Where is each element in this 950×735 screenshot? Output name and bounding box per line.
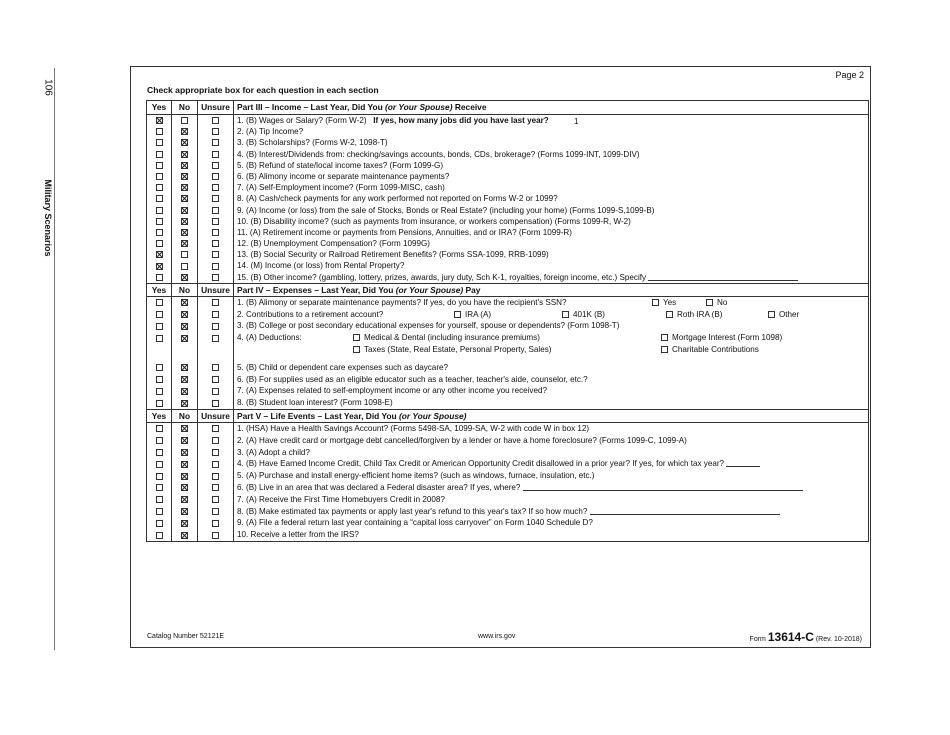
no-checkbox[interactable] bbox=[181, 335, 188, 342]
disaster-area-field[interactable] bbox=[523, 490, 803, 491]
yes-checkbox[interactable] bbox=[156, 400, 163, 407]
no-checkbox[interactable] bbox=[181, 240, 188, 247]
no-checkbox[interactable] bbox=[181, 184, 188, 191]
question-text: 7. (A) Receive the First Time Homebuyers Credit in 2008? bbox=[237, 494, 445, 504]
yes-checkbox[interactable] bbox=[156, 128, 163, 135]
col-no-header: No bbox=[172, 101, 198, 114]
part3-title: Part III – Income – Last Year, Did You (or Your Spouse) Receive bbox=[237, 102, 487, 112]
part5-row-10 bbox=[147, 529, 868, 541]
ssn-yes-label: Yes bbox=[663, 297, 677, 307]
no-checkbox[interactable] bbox=[181, 173, 188, 180]
yes-checkbox[interactable] bbox=[156, 117, 163, 124]
no-checkbox[interactable] bbox=[181, 484, 188, 491]
table-bottom-rule bbox=[147, 541, 868, 542]
question-text: 13. (B) Social Security or Railroad Retirement Benefits? (Forms SSA-1099, RRB-1099) bbox=[237, 250, 549, 260]
yes-checkbox[interactable] bbox=[156, 484, 163, 491]
mortgage-interest-checkbox[interactable] bbox=[661, 334, 668, 341]
no-checkbox[interactable] bbox=[181, 251, 188, 258]
no-checkbox[interactable] bbox=[181, 437, 188, 444]
part3-row-5 bbox=[147, 160, 868, 171]
part4-row-8 bbox=[147, 397, 868, 409]
unsure-checkbox[interactable] bbox=[212, 311, 219, 318]
question-text: 11. (A) Retirement income or payments from Pensions, Annuities, and or IRA? (Form 1099-R) bbox=[237, 227, 572, 237]
other-retirement-checkbox[interactable] bbox=[768, 311, 775, 318]
part5-row-5 bbox=[147, 470, 868, 482]
yes-checkbox[interactable] bbox=[156, 240, 163, 247]
yes-checkbox[interactable] bbox=[156, 173, 163, 180]
unsure-checkbox[interactable] bbox=[212, 151, 219, 158]
no-checkbox[interactable] bbox=[181, 508, 188, 515]
ira-checkbox[interactable] bbox=[454, 311, 461, 318]
question-text: 2. Contributions to a retirement account? bbox=[237, 309, 384, 319]
charitable-label: Charitable Contributions bbox=[672, 345, 759, 354]
no-checkbox[interactable] bbox=[181, 274, 188, 281]
question-text: 5. (B) Refund of state/local income taxes? (Form 1099-G) bbox=[237, 160, 444, 170]
roth-ira-checkbox[interactable] bbox=[666, 311, 673, 318]
question-text: 10. Receive a letter from the IRS? bbox=[237, 530, 359, 540]
unsure-checkbox[interactable] bbox=[212, 128, 219, 135]
taxes-label: Taxes (State, Real Estate, Personal Property, Sales) bbox=[364, 345, 552, 354]
yes-checkbox[interactable] bbox=[156, 263, 163, 270]
roth-ira-label: Roth IRA (B) bbox=[677, 309, 723, 319]
no-checkbox[interactable] bbox=[181, 323, 188, 330]
col-unsure-header: Unsure bbox=[198, 410, 234, 422]
jobs-question: If yes, how many jobs did you have last year? bbox=[373, 116, 549, 125]
part3-row-13 bbox=[147, 249, 868, 260]
part5-row-6 bbox=[147, 482, 868, 494]
part4-row-6 bbox=[147, 374, 868, 386]
question-text: 4. (B) Interest/Dividends from: checking/savings accounts, bonds, CDs, brokerage? (Forms 1099-INT, 1099-DIV) bbox=[237, 149, 640, 159]
yes-checkbox[interactable] bbox=[156, 139, 163, 146]
question-text: 7. (A) Self-Employment income? (Form 1099-MISC, cash) bbox=[237, 183, 445, 193]
unsure-checkbox[interactable] bbox=[212, 323, 219, 330]
no-checkbox[interactable] bbox=[181, 139, 188, 146]
part3-header bbox=[147, 101, 868, 115]
unsure-checkbox[interactable] bbox=[212, 184, 219, 191]
question-text: 6. (B) Live in an area that was declared a Federal disaster area? If yes, where? bbox=[237, 482, 521, 492]
yes-checkbox[interactable] bbox=[156, 520, 163, 527]
yes-checkbox[interactable] bbox=[156, 218, 163, 225]
unsure-checkbox[interactable] bbox=[212, 195, 219, 202]
unsure-checkbox[interactable] bbox=[212, 207, 219, 214]
part5-row-3 bbox=[147, 447, 868, 459]
yes-checkbox[interactable] bbox=[156, 425, 163, 432]
question-text: 4. (B) Have Earned Income Credit, Child Tax Credit or American Opportunity Credit disallowed in a prior year? If yes, for which tax year? bbox=[237, 459, 725, 469]
yes-checkbox[interactable] bbox=[156, 274, 163, 281]
unsure-checkbox[interactable] bbox=[212, 461, 219, 468]
question-text: 6. (B) Alimony income or separate maintenance payments? bbox=[237, 171, 450, 181]
no-checkbox[interactable] bbox=[181, 151, 188, 158]
part3-row-4 bbox=[147, 149, 868, 160]
part5-row-4 bbox=[147, 458, 868, 470]
yes-checkbox[interactable] bbox=[156, 473, 163, 480]
instruction-text: Check appropriate box for each question in each section bbox=[147, 85, 379, 95]
part3-row-10 bbox=[147, 216, 868, 227]
yes-checkbox[interactable] bbox=[156, 323, 163, 330]
no-checkbox[interactable] bbox=[181, 117, 188, 124]
catalog-number: Catalog Number 52121E bbox=[147, 633, 225, 640]
no-checkbox[interactable] bbox=[181, 311, 188, 318]
part4-title: Part IV – Expenses – Last Year, Did You (or Your Spouse) Pay bbox=[237, 284, 481, 295]
unsure-checkbox[interactable] bbox=[212, 449, 219, 456]
part3-row-8 bbox=[147, 193, 868, 204]
website-link[interactable]: www.irs.gov bbox=[478, 633, 516, 640]
yes-checkbox[interactable] bbox=[156, 207, 163, 214]
col-unsure-header: Unsure bbox=[198, 101, 234, 114]
question-text: 4. (A) Deductions: bbox=[237, 333, 302, 343]
sidebar-strip bbox=[34, 68, 55, 650]
401k-checkbox[interactable] bbox=[562, 311, 569, 318]
unsure-checkbox[interactable] bbox=[212, 496, 219, 503]
question-text: 3. (B) Scholarships? (Forms W-2, 1098-T) bbox=[237, 138, 388, 148]
unsure-checkbox[interactable] bbox=[212, 263, 219, 270]
no-checkbox[interactable] bbox=[181, 229, 188, 236]
no-checkbox[interactable] bbox=[181, 532, 188, 539]
ssn-yes-checkbox[interactable] bbox=[652, 299, 659, 306]
no-checkbox[interactable] bbox=[181, 299, 188, 306]
part3-row-6 bbox=[147, 171, 868, 182]
yes-checkbox[interactable] bbox=[156, 311, 163, 318]
no-checkbox[interactable] bbox=[181, 461, 188, 468]
part3-row-12 bbox=[147, 238, 868, 249]
unsure-checkbox[interactable] bbox=[212, 251, 219, 258]
unsure-checkbox[interactable] bbox=[212, 299, 219, 306]
yes-checkbox[interactable] bbox=[156, 376, 163, 383]
unsure-checkbox[interactable] bbox=[212, 162, 219, 169]
question-text: 10. (B) Disability income? (such as payments from insurance, or workers compensation) (Forms 1099-R, W-2) bbox=[237, 216, 631, 226]
yes-checkbox[interactable] bbox=[156, 532, 163, 539]
part4-header bbox=[147, 283, 868, 297]
no-checkbox[interactable] bbox=[181, 425, 188, 432]
unsure-checkbox[interactable] bbox=[212, 532, 219, 539]
no-checkbox[interactable] bbox=[181, 195, 188, 202]
part5-title: Part V – Life Events – Last Year, Did You (or Your Spouse) bbox=[237, 410, 467, 421]
question-text: 12. (B) Unemployment Compensation? (Form 1099G) bbox=[237, 239, 430, 249]
question-text: 1. (HSA) Have a Health Savings Account? (Forms 5498-SA, 1099-SA, W-2 with code W in box 12) bbox=[237, 423, 590, 433]
part5-row-7 bbox=[147, 494, 868, 506]
unsure-checkbox[interactable] bbox=[212, 437, 219, 444]
no-checkbox[interactable] bbox=[181, 128, 188, 135]
question-text: 3. (A) Adopt a child? bbox=[237, 447, 310, 457]
question-text: 1. (B) Alimony or separate maintenance payments? If yes, do you have the recipient's SSN? bbox=[237, 297, 567, 307]
part4-row-2 bbox=[147, 309, 868, 321]
no-checkbox[interactable] bbox=[181, 376, 188, 383]
part4-row-4b bbox=[147, 344, 868, 356]
yes-checkbox[interactable] bbox=[156, 437, 163, 444]
unsure-checkbox[interactable] bbox=[212, 335, 219, 342]
other-income-field[interactable] bbox=[648, 280, 798, 281]
unsure-checkbox[interactable] bbox=[212, 400, 219, 407]
part4-row-5 bbox=[147, 362, 868, 374]
unsure-checkbox[interactable] bbox=[212, 229, 219, 236]
unsure-checkbox[interactable] bbox=[212, 473, 219, 480]
part3-row-2 bbox=[147, 126, 868, 137]
question-text: 5. (A) Purchase and install energy-efficient home items? (such as windows, furnace, insulation, etc.) bbox=[237, 471, 595, 481]
ira-label: IRA (A) bbox=[465, 309, 492, 319]
col-yes-header: Yes bbox=[147, 410, 172, 422]
question-text: 8. (A) Cash/check payments for any work performed not reported on Forms W-2 or 1099? bbox=[237, 194, 558, 204]
question-text: 2. (A) Tip Income? bbox=[237, 127, 304, 137]
part5-header bbox=[147, 409, 868, 423]
part4-row-1 bbox=[147, 297, 868, 309]
yes-checkbox[interactable] bbox=[156, 151, 163, 158]
yes-checkbox[interactable] bbox=[156, 496, 163, 503]
unsure-checkbox[interactable] bbox=[212, 139, 219, 146]
unsure-checkbox[interactable] bbox=[212, 425, 219, 432]
part5-row-9 bbox=[147, 517, 868, 529]
no-checkbox[interactable] bbox=[181, 263, 188, 270]
other-retirement-label: Other bbox=[779, 309, 800, 319]
part4-row-7 bbox=[147, 385, 868, 397]
part3-row-7 bbox=[147, 182, 868, 193]
yes-checkbox[interactable] bbox=[156, 184, 163, 191]
unsure-checkbox[interactable] bbox=[212, 218, 219, 225]
mortgage-interest-label: Mortgage Interest (Form 1098) bbox=[672, 333, 783, 343]
yes-checkbox[interactable] bbox=[156, 229, 163, 236]
no-checkbox[interactable] bbox=[181, 364, 188, 371]
no-checkbox[interactable] bbox=[181, 218, 188, 225]
no-checkbox[interactable] bbox=[181, 520, 188, 527]
yes-checkbox[interactable] bbox=[156, 195, 163, 202]
part4-row-4 bbox=[147, 332, 868, 344]
unsure-checkbox[interactable] bbox=[212, 364, 219, 371]
no-checkbox[interactable] bbox=[181, 473, 188, 480]
col-no-header: No bbox=[172, 284, 198, 296]
no-checkbox[interactable] bbox=[181, 162, 188, 169]
unsure-checkbox[interactable] bbox=[212, 484, 219, 491]
estimated-payment-field[interactable] bbox=[590, 514, 780, 515]
part3-row-3 bbox=[147, 137, 868, 148]
part4-row-3 bbox=[147, 320, 868, 332]
questions-table bbox=[146, 100, 869, 542]
no-checkbox[interactable] bbox=[181, 207, 188, 214]
question-text: 9. (A) Income (or loss) from the sale of Stocks, Bonds or Real Estate? (including your home) (Forms 1099-S,1099-B) bbox=[237, 205, 655, 215]
question-text: 7. (A) Expenses related to self-employment income or any other income you received? bbox=[237, 386, 547, 396]
col-unsure-header: Unsure bbox=[198, 284, 234, 296]
no-checkbox[interactable] bbox=[181, 496, 188, 503]
no-checkbox[interactable] bbox=[181, 400, 188, 407]
sidebar-page-number: 106 bbox=[42, 79, 54, 96]
ssn-no-checkbox[interactable] bbox=[706, 299, 713, 306]
part5-row-1 bbox=[147, 423, 868, 435]
yes-checkbox[interactable] bbox=[156, 388, 163, 395]
charitable-checkbox[interactable] bbox=[661, 346, 668, 353]
jobs-count-field[interactable]: 1 bbox=[553, 116, 599, 126]
no-checkbox[interactable] bbox=[181, 388, 188, 395]
yes-checkbox[interactable] bbox=[156, 364, 163, 371]
part3-row-11 bbox=[147, 227, 868, 238]
question-text: 9. (A) File a federal return last year containing a “capital loss carryover” on Form 1040 Schedule D? bbox=[237, 518, 593, 528]
yes-checkbox[interactable] bbox=[156, 335, 163, 342]
page-label: Page 2 bbox=[835, 70, 864, 80]
medical-dental-label: Medical & Dental (including insurance premiums) bbox=[364, 333, 540, 343]
medical-dental-checkbox[interactable] bbox=[353, 334, 360, 341]
yes-checkbox[interactable] bbox=[156, 461, 163, 468]
unsure-checkbox[interactable] bbox=[212, 117, 219, 124]
question-text: 14. (M) Income (or loss) from Rental Property? bbox=[237, 261, 405, 271]
401k-label: 401K (B) bbox=[573, 309, 605, 319]
no-checkbox[interactable] bbox=[181, 449, 188, 456]
unsure-checkbox[interactable] bbox=[212, 274, 219, 281]
yes-checkbox[interactable] bbox=[156, 299, 163, 306]
question-text: 5. (B) Child or dependent care expenses such as daycare? bbox=[237, 362, 449, 372]
taxes-checkbox[interactable] bbox=[353, 346, 360, 353]
unsure-checkbox[interactable] bbox=[212, 520, 219, 527]
unsure-checkbox[interactable] bbox=[212, 240, 219, 247]
form-page bbox=[130, 66, 871, 648]
question-text: 2. (A) Have credit card or mortgage debt cancelled/forgiven by a lender or have a home foreclosure? (Forms 1099-C, 1099-A) bbox=[237, 435, 687, 445]
col-yes-header: Yes bbox=[147, 284, 172, 296]
question-text: 8. (B) Make estimated tax payments or apply last year's refund to this year's tax? If so how much? bbox=[237, 506, 588, 516]
question-text: 3. (B) College or post secondary educational expenses for yourself, spouse or dependents? (Form 1098-T) bbox=[237, 321, 620, 331]
unsure-checkbox[interactable] bbox=[212, 376, 219, 383]
part5-row-8 bbox=[147, 506, 868, 518]
yes-checkbox[interactable] bbox=[156, 508, 163, 515]
yes-checkbox[interactable] bbox=[156, 162, 163, 169]
col-no-header: No bbox=[172, 410, 198, 422]
part3-row-1 bbox=[147, 115, 868, 126]
part3-row-14 bbox=[147, 260, 868, 271]
question-text: 8. (B) Student loan interest? (Form 1098-E) bbox=[237, 398, 393, 408]
tax-year-field[interactable] bbox=[726, 466, 760, 467]
part5-row-2 bbox=[147, 435, 868, 447]
unsure-checkbox[interactable] bbox=[212, 508, 219, 515]
unsure-checkbox[interactable] bbox=[212, 173, 219, 180]
part3-row-9 bbox=[147, 205, 868, 216]
col-yes-header: Yes bbox=[147, 101, 172, 114]
form-id: Form 13614-C (Rev. 10-2018) bbox=[749, 630, 862, 644]
unsure-checkbox[interactable] bbox=[212, 388, 219, 395]
sidebar-title: Military Scenarios bbox=[43, 179, 53, 257]
yes-checkbox[interactable] bbox=[156, 251, 163, 258]
question-text: 6. (B) For supplies used as an eligible educator such as a teacher, teacher's aide, counselor, etc.? bbox=[237, 374, 588, 384]
part3-row-15 bbox=[147, 272, 868, 283]
yes-checkbox[interactable] bbox=[156, 449, 163, 456]
ssn-no-label: No bbox=[717, 297, 728, 307]
question-text: 15. (B) Other income? (gambling, lottery, prizes, awards, jury duty, Sch K-1, royalties, foreign income, etc.) Specify bbox=[237, 272, 647, 282]
question-text: 1. (B) Wages or Salary? (Form W-2) bbox=[237, 116, 367, 125]
